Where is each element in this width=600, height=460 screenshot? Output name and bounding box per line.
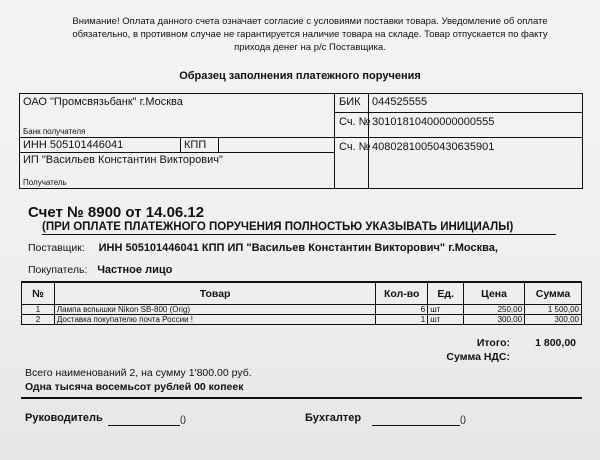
items-table xyxy=(21,281,582,325)
account-label: Сч. № xyxy=(339,141,371,153)
head-signature-line xyxy=(108,425,180,426)
table-row xyxy=(22,305,582,315)
kpp-label: КПП xyxy=(184,139,207,151)
row-qty: 6 xyxy=(376,305,428,315)
amount-in-words: Одна тысяча восемьсот рублей 00 копеек xyxy=(25,381,244,393)
bik-value: 044525555 xyxy=(372,96,428,108)
head-signature-label: Руководитель xyxy=(25,412,103,424)
corr-account-label: Сч. № xyxy=(339,116,371,128)
recipient-label: Получатель xyxy=(23,178,67,187)
sample-title: Образец заполнения платежного поручения xyxy=(179,70,421,82)
buyer-label: Покупатель: xyxy=(28,264,88,276)
row-number: 1 xyxy=(22,305,55,315)
row-unit: шт xyxy=(428,315,464,325)
recipient-name: ИП "Васильев Константин Викторович" xyxy=(23,154,223,166)
divider xyxy=(334,94,335,188)
bank-requisites xyxy=(19,93,583,189)
payment-notice xyxy=(60,15,560,54)
divider xyxy=(21,397,582,399)
items-summary: Всего наименований 2, на сумму 1'800.00 руб. xyxy=(25,367,252,379)
buyer-row xyxy=(28,264,172,276)
table-header xyxy=(22,282,582,305)
invoice-title: Счет № 8900 от 14.06.12 xyxy=(28,204,205,221)
row-number: 2 xyxy=(22,315,55,325)
buyer-value: Частное лицо xyxy=(97,264,173,276)
bik-label: БИК xyxy=(339,96,361,108)
notice-line: Внимание! Оплата данного счета означает согласие с условиями поставки товара. Уведомление об оплате xyxy=(72,16,548,27)
divider xyxy=(218,137,219,152)
account-value: 40802810050430635901 xyxy=(372,141,495,153)
row-qty: 1 xyxy=(376,315,428,325)
divider xyxy=(42,234,556,235)
accountant-signature-line xyxy=(372,425,460,426)
supplier-value: ИНН 505101446041 КПП ИП "Васильев Константин Викторович" г.Москва, xyxy=(98,242,498,254)
supplier-label: Поставщик: xyxy=(28,242,85,254)
table-row xyxy=(22,315,582,325)
supplier-row xyxy=(28,242,498,254)
row-price: 250,00 xyxy=(464,305,525,315)
column-header: Ед. xyxy=(428,282,464,305)
row-sum: 1 500,00 xyxy=(525,305,582,315)
row-item: Лампа вспышки Nikon SB-800 (Orig) xyxy=(54,305,375,315)
column-header: Кол-во xyxy=(376,282,428,305)
divider xyxy=(334,112,583,113)
row-price: 300,00 xyxy=(464,315,525,325)
notice-line: обязательно, в противном случае не гарантируется наличие товара на складе. Товар отпускается по факту xyxy=(72,29,548,40)
row-item: Доставка покупателю почта России ! xyxy=(54,315,375,325)
column-header: № xyxy=(22,282,55,305)
column-header: Сумма xyxy=(525,282,582,305)
total-label: Итого: xyxy=(476,337,510,349)
accountant-signature-label: Бухгалтер xyxy=(305,412,362,424)
accountant-signature-paren: () xyxy=(460,414,466,424)
column-header: Цена xyxy=(464,282,525,305)
row-sum: 300,00 xyxy=(525,315,582,325)
column-header: Товар xyxy=(54,282,375,305)
inn-label: ИНН 505101446041 xyxy=(23,139,124,151)
divider xyxy=(20,152,334,153)
head-signature-paren: () xyxy=(180,414,186,424)
corr-account-value: 30101810400000000555 xyxy=(372,116,495,128)
divider xyxy=(180,137,181,152)
total-value: 1 800,00 xyxy=(535,337,576,349)
bank-name: ОАО "Промсвязьбанк" г.Москва xyxy=(23,96,183,108)
notice-line: прихода денег на р/с Поставщика. xyxy=(234,42,386,53)
vat-label: Сумма НДС: xyxy=(446,351,510,363)
divider xyxy=(20,137,583,138)
row-unit: шт xyxy=(428,305,464,315)
bank-label: Банк получателя xyxy=(23,127,86,136)
invoice-note: (ПРИ ОПЛАТЕ ПЛАТЕЖНОГО ПОРУЧЕНИЯ ПОЛНОСТЬЮ УКАЗЫВАТЬ ИНИЦИАЛЫ) xyxy=(42,221,514,233)
